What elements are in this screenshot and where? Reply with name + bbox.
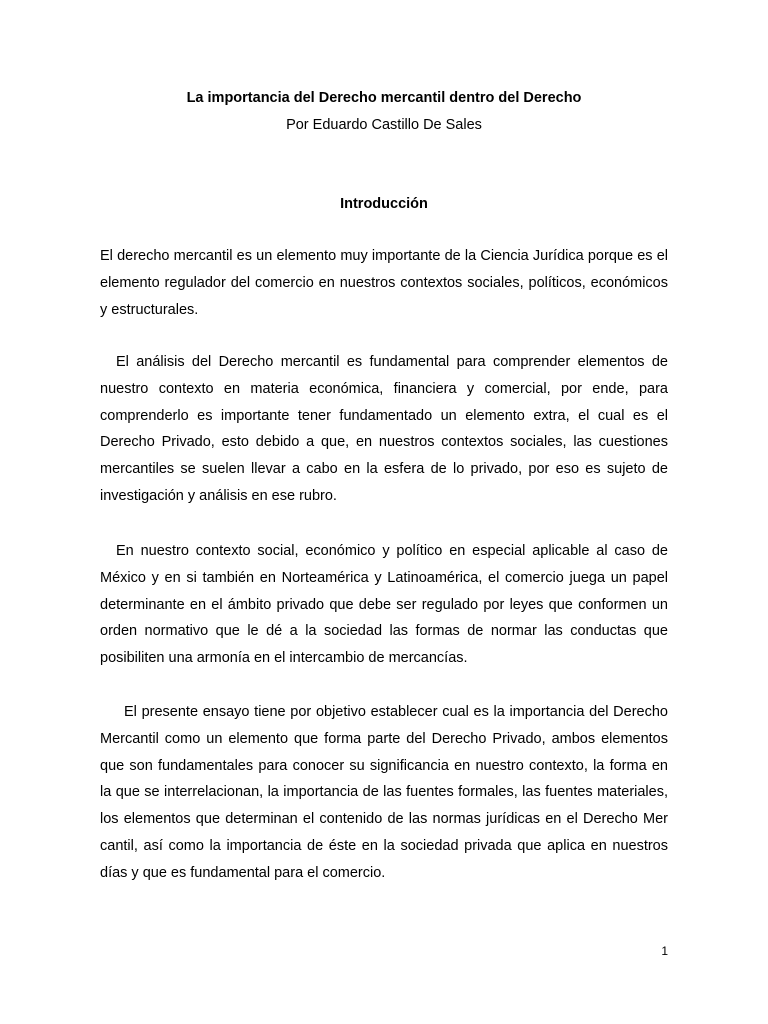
paragraph-1: El derecho mercantil es un elemento muy importante de la Ciencia Jurídica porque es el elemento regulador del comercio en nuestros contextos sociales, políticos, económicos y estructurales. bbox=[100, 248, 668, 318]
paragraph-2: El análisis del Derecho mercantil es fundamental para comprender elementos de nuestro contexto en materia económica, financiera y comercial, por ende, para comprenderlo es importante tener fundamentado un elemento extra, el cual es el Derecho Privado, esto debido a que, en nuestros contextos sociales, las cuestiones mercantiles se suelen llevar a cabo en la esfera de lo privado, por eso es sujeto de investigación y análisis en ese rubro. bbox=[100, 354, 668, 504]
document-title: La importancia del Derecho mercantil dentro del Derecho bbox=[186, 90, 582, 106]
paragraph-3: En nuestro contexto social, económico y político en especial aplicable al caso de México y en si también en Norteamérica y Latinoamérica, el comercio juega un papel determinante en el ámbito privado que debe ser regulado por leyes que conformen un orden normativo que le dé a la sociedad las formas de normar las conductas que posibiliten una armonía en el intercambio de mercancías. bbox=[100, 543, 668, 667]
paragraph-4: El presente ensayo tiene por objetivo establecer cual es la importancia del Derecho Mercantil como un elemento que forma parte del Derecho Privado, ambos elementos que son fundamentales para conocer su significancia en nuestro contexto, la forma en la que se interrelacionan, la importancia de las fuentes formales, las fuentes materiales, los elementos que determinan el contenido de las normas jurídicas en el Derecho Mer cantil, así como la importancia de éste en la sociedad privada que aplica en nuestros días y que es fundamental para el comercio. bbox=[100, 704, 668, 881]
document-author: Por Eduardo Castillo De Sales bbox=[286, 117, 482, 133]
section-heading: Introducción bbox=[340, 196, 428, 212]
page-number: 1 bbox=[661, 944, 668, 958]
